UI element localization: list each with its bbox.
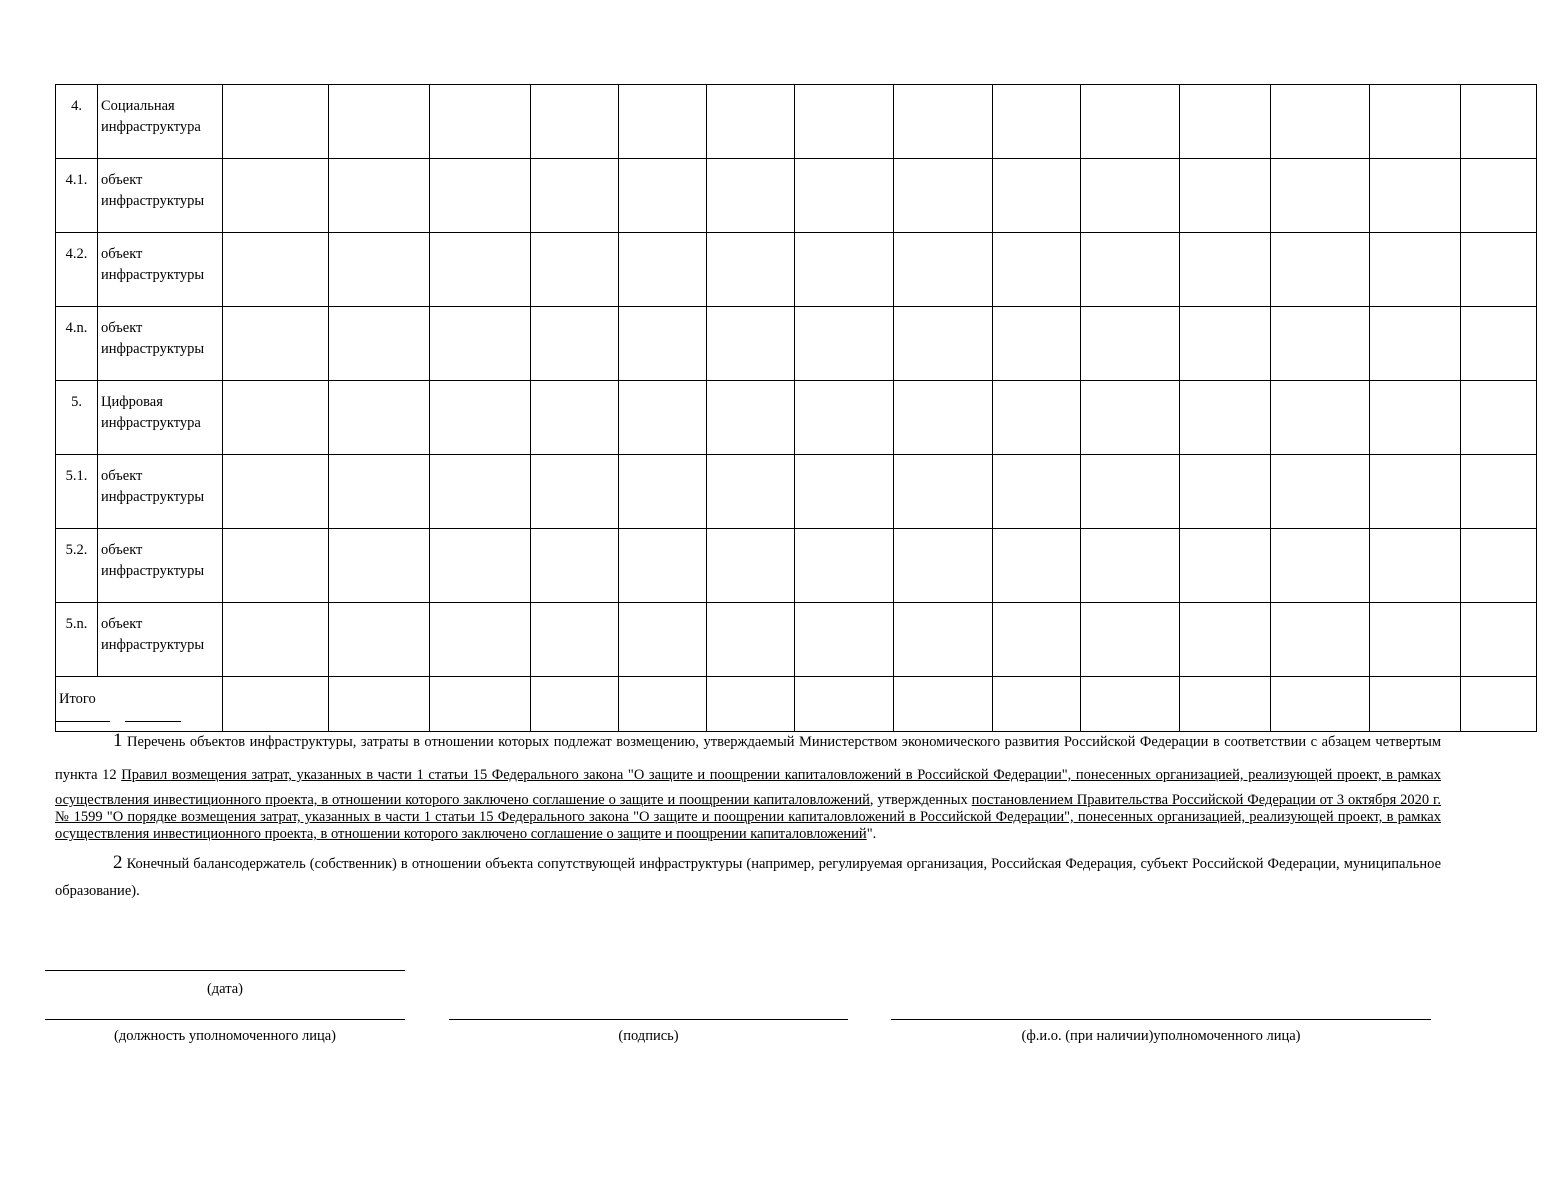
signature-line	[449, 1019, 848, 1020]
empty-cell	[795, 381, 894, 455]
infrastructure-table	[55, 84, 1537, 732]
name-line	[891, 1019, 1431, 1020]
empty-cell	[1370, 233, 1461, 307]
empty-cell	[531, 233, 619, 307]
empty-cell	[795, 529, 894, 603]
empty-cell	[993, 307, 1081, 381]
empty-cell	[1370, 603, 1461, 677]
empty-cell	[707, 455, 795, 529]
empty-cell	[430, 529, 531, 603]
row-number: 5.	[56, 381, 98, 455]
table-row	[56, 85, 1537, 159]
row-number: 5.1.	[56, 455, 98, 529]
table-row	[56, 381, 1537, 455]
rules-link[interactable]: Правил возмещения затрат, указанных в части 1 статьи 15 Федерального закона "О защите и поощрении капиталовложений в Российской Федерации", понесенных организацией, реализующей проект, в рамках осуществления инвестиционного проекта, в отношении которого заключено соглашение о защите и поощрении капиталовложений	[55, 767, 1441, 808]
empty-cell	[531, 529, 619, 603]
empty-cell	[1180, 85, 1271, 159]
row-name: Цифровая инфраструктура	[98, 381, 223, 455]
resolution-link[interactable]: постановлением Правительства Российской Федерации от 3 октября 2020 г. № 1599 "О порядке возмещения затрат, указанных в части 1 статьи 15 Федерального закона "О защите и поощрении капиталовложений в Российской Федерации", понесенных организацией, реализующей проект, в рамках осуществления инвестиционного проекта, в отношении которого заключено соглашение о защите и поощрении капиталовложений	[55, 792, 1441, 842]
empty-cell	[430, 381, 531, 455]
footnote-2	[55, 851, 1441, 905]
empty-cell	[1461, 677, 1537, 732]
empty-cell	[223, 307, 329, 381]
empty-cell	[1081, 529, 1180, 603]
empty-cell	[795, 603, 894, 677]
empty-cell	[707, 85, 795, 159]
row-number: 4.	[56, 85, 98, 159]
empty-cell	[619, 159, 707, 233]
footnotes	[55, 726, 1441, 905]
row-name: Социальная инфраструктура	[98, 85, 223, 159]
empty-cell	[707, 603, 795, 677]
empty-cell	[1081, 307, 1180, 381]
empty-cell	[795, 307, 894, 381]
row-name: объект инфраструктуры	[98, 455, 223, 529]
footnote-mark: 1	[113, 730, 123, 751]
empty-cell	[1180, 455, 1271, 529]
empty-cell	[329, 307, 430, 381]
empty-cell	[223, 603, 329, 677]
empty-cell	[430, 603, 531, 677]
footnote-text: , утвержденных	[869, 792, 972, 808]
row-name: объект инфраструктуры	[98, 159, 223, 233]
empty-cell	[1180, 233, 1271, 307]
date-caption: (дата)	[206, 981, 244, 997]
empty-cell	[1461, 307, 1537, 381]
empty-cell	[329, 603, 430, 677]
empty-cell	[707, 381, 795, 455]
empty-cell	[1370, 85, 1461, 159]
empty-cell	[894, 85, 993, 159]
empty-cell	[531, 603, 619, 677]
footnote-text: Конечный балансодержатель (собственник) в отношении объекта сопутствующей инфраструктуры (например, регулируемая организация, Российская Федерация, субъект Российской Федерации, муниципальное образование).	[55, 856, 1442, 899]
empty-cell	[795, 85, 894, 159]
empty-cell	[993, 603, 1081, 677]
empty-cell	[329, 159, 430, 233]
empty-cell	[531, 85, 619, 159]
empty-cell	[223, 455, 329, 529]
empty-cell	[1271, 307, 1370, 381]
empty-cell	[993, 529, 1081, 603]
empty-cell	[619, 307, 707, 381]
row-name: объект инфраструктуры	[98, 603, 223, 677]
empty-cell	[1180, 529, 1271, 603]
empty-cell	[619, 381, 707, 455]
empty-cell	[430, 85, 531, 159]
empty-cell	[223, 529, 329, 603]
empty-cell	[223, 381, 329, 455]
empty-cell	[1370, 159, 1461, 233]
empty-cell	[430, 159, 531, 233]
empty-cell	[1271, 159, 1370, 233]
empty-cell	[531, 381, 619, 455]
row-number: 4.1.	[56, 159, 98, 233]
empty-cell	[1271, 233, 1370, 307]
empty-cell	[619, 603, 707, 677]
empty-cell	[430, 455, 531, 529]
row-number: 4.n.	[56, 307, 98, 381]
empty-cell	[1370, 529, 1461, 603]
empty-cell	[795, 677, 894, 732]
empty-cell	[1081, 603, 1180, 677]
empty-cell	[1370, 307, 1461, 381]
empty-cell	[795, 455, 894, 529]
empty-cell	[1180, 159, 1271, 233]
empty-cell	[894, 603, 993, 677]
position-line	[45, 1019, 405, 1020]
table-row	[56, 603, 1537, 677]
empty-cell	[1081, 455, 1180, 529]
empty-cell	[1461, 381, 1537, 455]
empty-cell	[1081, 381, 1180, 455]
empty-cell	[1370, 677, 1461, 732]
empty-cell	[223, 159, 329, 233]
footnote-text: ".	[866, 826, 877, 842]
empty-cell	[1271, 603, 1370, 677]
empty-cell	[1180, 677, 1271, 732]
footnote-mark: 2	[113, 852, 123, 873]
row-name: объект инфраструктуры	[98, 529, 223, 603]
row-name: объект инфраструктуры	[98, 307, 223, 381]
empty-cell	[329, 455, 430, 529]
empty-cell	[1180, 381, 1271, 455]
empty-cell	[894, 677, 993, 732]
empty-cell	[531, 455, 619, 529]
empty-cell	[329, 85, 430, 159]
empty-cell	[329, 233, 430, 307]
empty-cell	[1461, 159, 1537, 233]
table-body	[56, 85, 1537, 732]
empty-cell	[329, 677, 430, 732]
table-row	[56, 455, 1537, 529]
empty-cell	[223, 85, 329, 159]
empty-cell	[707, 677, 795, 732]
empty-cell	[531, 307, 619, 381]
empty-cell	[993, 233, 1081, 307]
empty-cell	[993, 159, 1081, 233]
empty-cell	[223, 677, 329, 732]
empty-cell	[707, 159, 795, 233]
empty-cell	[619, 233, 707, 307]
empty-cell	[531, 677, 619, 732]
empty-cell	[1081, 233, 1180, 307]
empty-cell	[1081, 85, 1180, 159]
empty-cell	[1461, 455, 1537, 529]
empty-cell	[1271, 677, 1370, 732]
empty-cell	[531, 159, 619, 233]
empty-cell	[430, 677, 531, 732]
empty-cell	[795, 233, 894, 307]
footnote-separator	[55, 721, 110, 722]
empty-cell	[894, 307, 993, 381]
empty-cell	[894, 455, 993, 529]
empty-cell	[993, 455, 1081, 529]
empty-cell	[1271, 455, 1370, 529]
empty-cell	[707, 233, 795, 307]
empty-cell	[619, 677, 707, 732]
empty-cell	[894, 159, 993, 233]
empty-cell	[430, 233, 531, 307]
name-caption: (ф.и.о. (при наличии)уполномоченного лица)	[1021, 1028, 1301, 1044]
empty-cell	[1461, 603, 1537, 677]
footnote-separator	[125, 721, 181, 722]
position-caption: (должность уполномоченного лица)	[114, 1028, 336, 1044]
empty-cell	[619, 455, 707, 529]
empty-cell	[619, 529, 707, 603]
empty-cell	[993, 381, 1081, 455]
table-row	[56, 307, 1537, 381]
empty-cell	[223, 233, 329, 307]
row-name: объект инфраструктуры	[98, 233, 223, 307]
empty-cell	[1461, 233, 1537, 307]
empty-cell	[795, 159, 894, 233]
empty-cell	[1081, 159, 1180, 233]
empty-cell	[1461, 85, 1537, 159]
signature-caption: (подпись)	[618, 1028, 679, 1044]
empty-cell	[1180, 307, 1271, 381]
table-row	[56, 159, 1537, 233]
empty-cell	[619, 85, 707, 159]
empty-cell	[1370, 381, 1461, 455]
empty-cell	[894, 529, 993, 603]
empty-cell	[1271, 85, 1370, 159]
empty-cell	[707, 529, 795, 603]
row-number: 5.n.	[56, 603, 98, 677]
empty-cell	[329, 381, 430, 455]
empty-cell	[894, 233, 993, 307]
total-row	[56, 677, 1537, 732]
empty-cell	[1271, 381, 1370, 455]
empty-cell	[1081, 677, 1180, 732]
empty-cell	[1180, 603, 1271, 677]
empty-cell	[993, 677, 1081, 732]
empty-cell	[329, 529, 430, 603]
total-label: Итого	[56, 677, 223, 732]
empty-cell	[1461, 529, 1537, 603]
footnote-text: Перечень объектов инфраструктуры, затраты в отношении которых подлежат возмещению, утверждаемый Министерством экономического развития Российской Федерации в соответствии с абзацем четвертым пункта 12	[55, 734, 1442, 783]
row-number: 5.2.	[56, 529, 98, 603]
table-row	[56, 529, 1537, 603]
row-number: 4.2.	[56, 233, 98, 307]
empty-cell	[1271, 529, 1370, 603]
empty-cell	[707, 307, 795, 381]
table-row	[56, 233, 1537, 307]
footnote-1	[55, 726, 1441, 843]
date-line	[45, 970, 405, 971]
empty-cell	[1370, 455, 1461, 529]
empty-cell	[993, 85, 1081, 159]
empty-cell	[894, 381, 993, 455]
empty-cell	[430, 307, 531, 381]
